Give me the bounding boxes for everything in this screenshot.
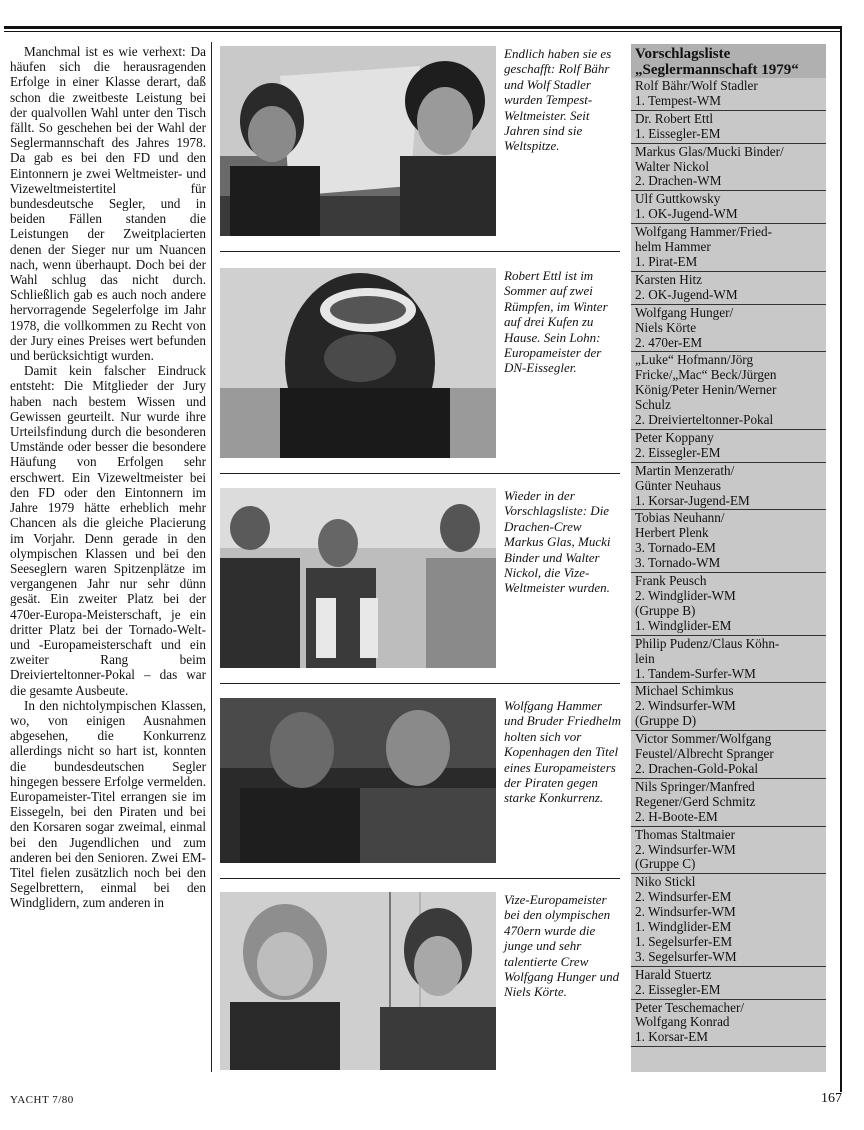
sidebar-entry (631, 510, 826, 573)
photo-caption: Robert Ettl ist im Sommer auf zwei Rümpfen, im Winter auf drei Kufen zu Hause. Sein Lohn: Europameister der DN-Eissegler. (504, 268, 608, 376)
sidebar-entry-line: Martin Menzerath/ (635, 462, 735, 478)
sidebar-entry-line: 2. Eissegler-EM (635, 981, 721, 997)
magazine-issue: YACHT 7/80 (10, 1094, 74, 1106)
sidebar-entry (631, 779, 826, 827)
sidebar-entry (631, 224, 826, 272)
sidebar-entry-line: Peter Teschemacher/ (635, 999, 745, 1015)
photo-block-1 (220, 46, 620, 236)
sidebar-entry-line: lein (635, 650, 655, 666)
sidebar-entry-line: Regener/Gerd Schmitz (635, 793, 756, 809)
sidebar-entry-line: Niels Körte (635, 319, 697, 335)
sidebar-entry (631, 144, 826, 192)
sidebar-entry-line: Victor Sommer/Wolfgang (635, 731, 772, 747)
sidebar-entry-line: 2. H-Boote-EM (635, 808, 718, 824)
sidebar-entry (631, 731, 826, 779)
sidebar-entry-line: 3. Segelsurfer-WM (635, 948, 737, 964)
sidebar-entry-line: 2. Windsurfer-WM (635, 698, 736, 714)
sidebar-entry-line: Ulf Guttkowsky (635, 191, 721, 207)
sidebar-entry (631, 272, 826, 305)
sidebar-entry-line: 1. Korsar-Jugend-EM (635, 492, 750, 508)
sidebar-entry-line: Peter Koppany (635, 429, 714, 445)
sidebar-entry-line: Michael Schimkus (635, 683, 734, 699)
sidebar-entry-line: „Luke“ Hofmann/Jörg (635, 352, 754, 368)
sidebar-entry-line: Walter Nickol (635, 158, 710, 174)
article-paragraph: In den nichtolympischen Klassen, wo, von einigen Ausnahmen abgesehen, die Konkurrenz allerdings nicht so hart ist, konnten die bundesdeutschen Segler hingegen bessere Erfolge vermelden. Europameister-Titel errangen sie im Eissegeln, bei den Piraten und bei den Korsaren sogar zweimal, einmal bei den Jugendlichen und zum anderen bei den Senioren. Zwei EM-Titel fielen zusätzlich noch bei den Segelbrettern, einmal bei den Windglidern, zum anderen in (10, 697, 206, 911)
separator (220, 473, 620, 474)
photo-tempest-crew (220, 46, 496, 236)
sidebar-entry-line: Wolfgang Hammer/Fried- (635, 224, 772, 240)
sidebar-entry-line: Nils Springer/Manfred (635, 778, 755, 794)
sidebar-entry-line: 1. Segelsurfer-EM (635, 933, 733, 949)
sidebar-entry-line: 1. Korsar-EM (635, 1029, 708, 1045)
sidebar-entry-line: 3. Tornado-WM (635, 555, 721, 571)
sidebar-entry-line: König/Peter Henin/Werner (635, 382, 777, 398)
sidebar-entry-line: Philip Pudenz/Claus Köhn- (635, 635, 780, 651)
sidebar-entries (631, 78, 826, 1047)
sidebar-entry-line: Wolfgang Konrad (635, 1014, 730, 1030)
photo-caption: Wolfgang Hammer und Bruder Friedhelm holten sich vor Kopenhagen den Titel eines Europameisters der Piraten gegen starke Konkurrenz. (504, 698, 621, 806)
photo-ice-sailor (220, 268, 496, 458)
sidebar-entry-line: (Gruppe D) (635, 713, 697, 729)
photo-block-5 (220, 892, 620, 1070)
sidebar-entry-line: Schulz (635, 397, 671, 413)
separator (220, 683, 620, 684)
photo-caption: Endlich haben sie es geschafft: Rolf Bähr und Wolf Stadler wurden Tempest-Weltmeister. Seit Jahren sind sie Weltspitze. (504, 46, 612, 154)
sidebar-entry-line: (Gruppe B) (635, 602, 696, 618)
sidebar-entry-line: 1. Tempest-WM (635, 92, 722, 108)
sidebar-entry-line: Thomas Staltmaier (635, 826, 735, 842)
sidebar-entry-line: Markus Glas/Mucki Binder/ (635, 143, 784, 159)
column-divider (211, 42, 212, 1072)
page-number: 167 (821, 1091, 842, 1106)
sidebar-entry-line: helm Hammer (635, 239, 711, 255)
photo-caption: Wieder in der Vorschlagsliste: Die Drachen-Crew Markus Glas, Mucki Binder und Walter Nickol, die Vize-Weltmeister wurden. (504, 488, 611, 596)
photo-caption: Vize-Europameister bei den olympischen 470ern wurde die junge und sehr talentierte Crew Wolfgang Hunger und Niels Körte. (504, 892, 620, 1000)
sidebar-entry-line: 2. 470er-EM (635, 334, 703, 350)
sidebar-entry-line: 2. OK-Jugend-WM (635, 286, 738, 302)
sidebar-entry-line: 1. Pirat-EM (635, 253, 698, 269)
sidebar-entry (631, 463, 826, 511)
sidebar-entry-line: Niko Stickl (635, 874, 696, 890)
article-paragraph: Manchmal ist es wie verhext: Da häufen sich die herausragenden Erfolge in einer Klasse derart, daß schon die zweitbeste Leistung bei der qualvollen Wahl unter den Tisch fällt. So geschehen bei der Wahl der Seglermannschaft des Jahres 1978. Da gab es bei den FD und den Eintonnern je zwei Weltmeister- und Vizeweltmeistertitel für bundesdeutsche Segler, und in beiden Fällen standen die Leistungen der Zweitplacierten denen der Sieger nur um Nuancen nach, wenn überhaupt. Doch bei der Wahl schlug das nicht durch. Schließlich gab es auch noch andere hervorragende Segelerfolge im Jahr 1978, die vollkommen zu Recht von der Jury eines Preises wert befunden und berücksichtigt wurden. (10, 44, 206, 364)
sidebar-entry-line: 1. Windglider-EM (635, 919, 732, 935)
photo-block-3 (220, 488, 620, 668)
photo-pirat-brothers (220, 698, 496, 863)
sidebar-entry-line: 1. Tandem-Surfer-WM (635, 665, 756, 681)
sidebar-entry-line: Rolf Bähr/Wolf Stadler (635, 78, 758, 93)
sidebar-entry-line: Tobias Neuhann/ (635, 510, 725, 526)
vorschlagsliste-box (631, 44, 826, 1072)
sidebar-entry (631, 191, 826, 224)
sidebar-entry-line: 2. Eissegler-EM (635, 444, 721, 460)
sidebar-entry (631, 78, 826, 111)
sidebar-entry-line: 2. Windsurfer-WM (635, 841, 736, 857)
article-paragraph: Damit kein falscher Eindruck entsteht: Die Mitglieder der Jury haben nach bestem Wissen und Gewissen geurteilt. Nur wurde ihre Urteilsfindung durch die besonderen Umstände oder besser die besondere Häufung von Erfolgen sehr erschwert. Ein Vizeweltmeister bei den FD oder den Eintonnern im Jahre 1979 hätte erheblich mehr Chancen als die gleiche Placierung im Vorjahr. Denn gerade in den olympischen Klassen und bei den Seeseglern waren Spitzenplätze im vergangenen Jahr nur sehr dünn gesät. Ein zweiter Platz bei der 470er-Europa-Meisterschaft, je ein dritter Platz bei der Tornado-Welt- und -Europameisterschaft und ein zweiter Rang beim Dreivierteltonner-Pokal – das war die gesamte Ausbeute. (10, 363, 206, 698)
top-rule (4, 31, 840, 32)
article-column (10, 44, 206, 911)
sidebar-entry-line: 2. Dreivierteltonner-Pokal (635, 412, 774, 428)
sidebar-entry-line: Karsten Hitz (635, 271, 703, 287)
sidebar-entry (631, 1000, 826, 1048)
sidebar-entry (631, 967, 826, 1000)
sidebar-entry-line: Günter Neuhaus (635, 477, 722, 493)
sidebar-entry (631, 874, 826, 966)
sidebar-entry-line: Dr. Robert Ettl (635, 110, 714, 126)
sidebar-entry-line: Herbert Plenk (635, 525, 709, 541)
sidebar-entry-line: 1. Eissegler-EM (635, 125, 721, 141)
sidebar-entry-line: 1. Windglider-EM (635, 617, 732, 633)
separator (220, 878, 620, 879)
sidebar-entry-line: Feustel/Albrecht Spranger (635, 746, 774, 762)
sidebar-entry-line: Frank Peusch (635, 573, 707, 589)
sidebar-entry (631, 636, 826, 684)
sidebar-title: Vorschlagsliste „Seglermannschaft 1979“ (631, 44, 826, 78)
sidebar-entry-line: Wolfgang Hunger/ (635, 304, 734, 320)
sidebar-entry-line: Fricke/„Mac“ Beck/Jürgen (635, 367, 777, 383)
sidebar-entry (631, 352, 826, 430)
sidebar-entry-line: 2. Windglider-WM (635, 588, 736, 603)
sidebar-entry-line: 2. Windsurfer-EM (635, 889, 732, 905)
sidebar-entry-line: 2. Drachen-WM (635, 173, 722, 189)
sidebar-entry-line: 1. OK-Jugend-WM (635, 206, 738, 222)
sidebar-entry (631, 305, 826, 353)
separator (220, 251, 620, 252)
sidebar-entry-line: (Gruppe C) (635, 856, 696, 872)
sidebar-entry (631, 827, 826, 875)
sidebar-entry-line: 3. Tornado-EM (635, 540, 716, 556)
photo-drachen-crew (220, 488, 496, 668)
photo-block-2 (220, 268, 620, 458)
sidebar-entry (631, 430, 826, 463)
sidebar-entry-line: 2. Drachen-Gold-Pokal (635, 760, 759, 776)
sidebar-entry (631, 573, 826, 636)
photo-470er-crew (220, 892, 496, 1070)
sidebar-entry (631, 683, 826, 731)
sidebar-entry (631, 111, 826, 144)
photo-block-4 (220, 698, 620, 863)
sidebar-entry-line: Harald Stuertz (635, 966, 712, 982)
sidebar-entry-line: 2. Windsurfer-WM (635, 904, 736, 920)
